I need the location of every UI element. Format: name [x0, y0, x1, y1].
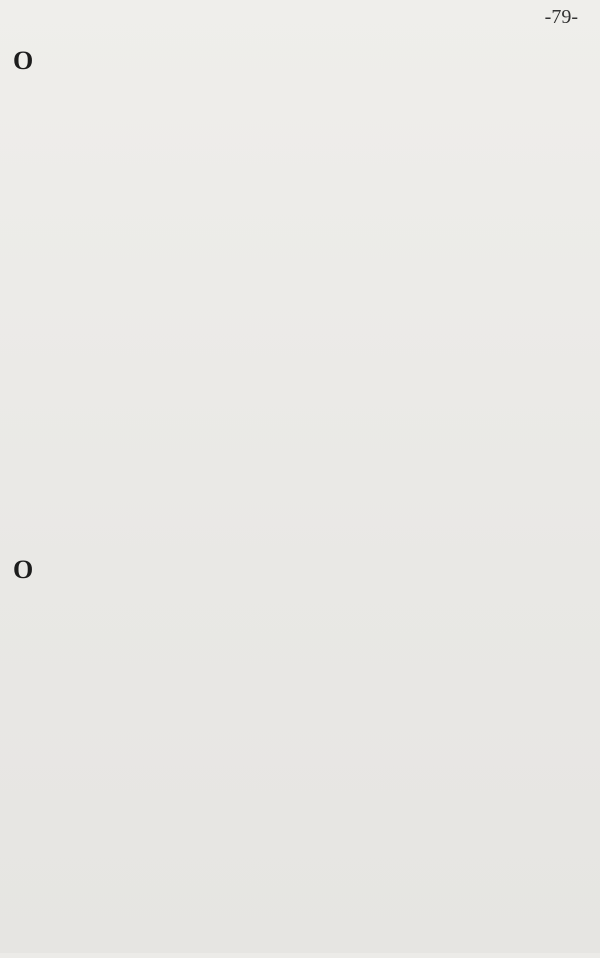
- verse3-transliteration: [11, 808, 596, 958]
- initial-capital: O: [13, 46, 34, 75]
- english-line: [13, 625, 593, 656]
- verse2-transliteration: [11, 400, 596, 550]
- english-line: [13, 147, 593, 178]
- transliteration-line: [11, 400, 596, 450]
- english-line: [13, 594, 593, 625]
- english-line: [13, 209, 593, 240]
- transliteration-line: [11, 908, 596, 958]
- transliteration-line: [11, 858, 596, 908]
- page-number: -79-: [544, 6, 578, 28]
- verse2-english: [13, 554, 593, 718]
- english-line: [13, 178, 593, 209]
- transliteration-line: [11, 500, 596, 550]
- english-line: [13, 45, 593, 85]
- english-line: [13, 656, 593, 687]
- verse1-english: [13, 45, 593, 271]
- transliteration-line: [11, 808, 596, 858]
- initial-capital: O: [13, 555, 34, 584]
- english-line: [13, 116, 593, 147]
- english-line: [13, 554, 593, 594]
- english-line: [13, 687, 593, 718]
- transliteration-line: [11, 450, 596, 500]
- english-line: [13, 240, 593, 271]
- english-line: [13, 85, 593, 116]
